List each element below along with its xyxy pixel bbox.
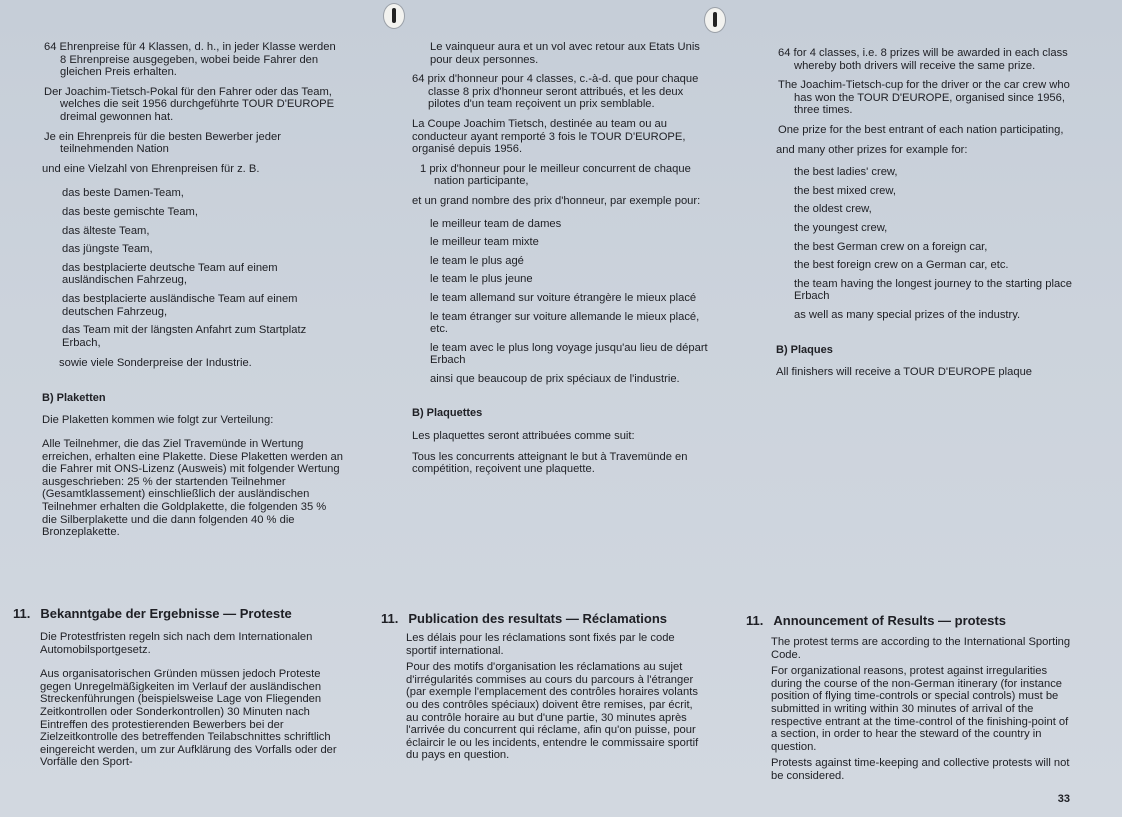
english-prizes-intro: 64 for 4 classes, i.e. 8 prizes will be awarded in each class whereby both drivers will receive the same prize.	[778, 47, 1068, 72]
english-column	[776, 47, 1081, 386]
english-cup: The Joachim-Tietsch-cup for the driver or the car crew who has won the TOUR D'EUROPE, organised since 1956, three times.	[778, 79, 1070, 117]
german-section-heading	[13, 606, 292, 621]
section-title: Publication des resultats — Réclamations	[408, 611, 667, 626]
english-nation-prize: One prize for the best entrant of each nation participating,	[778, 123, 1064, 136]
section-number: 11.	[13, 606, 31, 621]
punch-hole-left	[383, 3, 405, 29]
french-winner: Le vainqueur aura et un vol avec retour aux Etats Unis pour deux personnes.	[430, 41, 700, 66]
german-cup: Der Joachim-Tietsch-Pokal für den Fahrer oder das Team, welches die seit 1956 durchgeführte TOUR D'EUROPE dreimal gewonnen hat.	[44, 85, 335, 123]
german-many-prizes: und eine Vielzahl von Ehrenpreisen für z. B.	[42, 162, 260, 175]
section-title: Announcement of Results — protests	[773, 613, 1006, 628]
english-section-heading	[746, 613, 1006, 628]
french-section-heading	[381, 611, 667, 626]
french-prizes-intro: 64 prix d'honneur pour 4 classes, c.-à-d. que pour chaque classe 8 prix d'honneur seront attribués, et les deux pilotes d'un team reçoivent un prix semblable.	[412, 73, 699, 111]
french-prize-item: le meilleur team mixte	[430, 236, 539, 249]
german-section-p2: Aus organisatorischen Gründen müssen jedoch Proteste gegen Unregelmäßigkeiten im Verlauf der ausländischen Streckenführungen (beispielsweise Lage von Fliegenden Zeitkontrollen oder Sonderkontrollen) 30 Minuten nach Eintreffen des protestierenden Bewerbers bei der Zielzeitkontrolle des betreffenden Teilabschnittes schriftlich eingereicht werden, um zur Aufklärung des Vorfalls oder der Vorfälle den Sport-	[40, 668, 337, 769]
english-prize-item: the best foreign crew on a German car, etc.	[794, 259, 1009, 272]
english-prize-item: the best German crew on a foreign car,	[794, 240, 988, 253]
german-prize-item: das älteste Team,	[62, 224, 150, 237]
english-prize-item: the oldest crew,	[794, 203, 872, 216]
french-prize-item: le team allemand sur voiture étrangère le mieux placé	[430, 291, 697, 304]
german-prize-item: das beste gemischte Team,	[62, 205, 198, 218]
german-prize-item: das Team mit der längsten Anfahrt zum Startplatz Erbach,	[62, 324, 307, 349]
french-prize-item: le meilleur team de dames	[430, 217, 562, 230]
german-prize-item: das bestplacierte ausländische Team auf einem deutschen Fahrzeug,	[62, 292, 298, 318]
english-prize-item: as well as many special prizes of the industry.	[794, 308, 1021, 321]
english-section-p2: For organizational reasons, protest against irregularities during the course of the non-German itinerary (for instance position of flying time-controls or special controls) must be submitted in writing within 30 minutes of arrival of the respective entrant at the time-control of the finishing-point of a section, in order to hear the steward of the country in question.	[771, 665, 1069, 753]
french-plaques-text: Tous les concurrents atteignant le but à Travemünde en compétition, reçoivent une plaquette.	[412, 450, 688, 476]
english-prize-item: the team having the longest journey to the starting place Erbach	[794, 277, 1072, 303]
section-number: 11.	[381, 611, 399, 626]
french-prize-item: le team le plus agé	[430, 254, 524, 267]
german-section-body	[40, 631, 342, 776]
french-prize-item: le team le plus jeune	[430, 273, 533, 286]
punch-hole-right	[704, 7, 726, 33]
english-section-p1: The protest terms are according to the International Sporting Code.	[771, 636, 1071, 661]
german-plaques-heading: B) Plaketten	[42, 391, 106, 404]
french-prize-item: ainsi que beaucoup de prix spéciaux de l'industrie.	[430, 372, 680, 385]
french-plaques-intro: Les plaquettes seront attribuées comme suit:	[412, 430, 635, 443]
english-plaques-text: All finishers will receive a TOUR D'EUROPE plaque	[776, 366, 1033, 379]
german-nation-prize: Je ein Ehrenpreis für die besten Bewerber jeder teilnehmenden Nation	[44, 130, 281, 156]
german-section-p1: Die Protestfristen regeln sich nach dem Internationalen Automobilsportgesetz.	[40, 631, 313, 656]
french-prize-item: le team étranger sur voiture allemande le mieux placé, etc.	[430, 310, 700, 336]
english-prize-item: the youngest crew,	[794, 221, 888, 234]
german-industry: sowie viele Sonderpreise der Industrie.	[59, 357, 252, 370]
french-column	[412, 41, 714, 483]
french-many-prizes: et un grand nombre des prix d'honneur, par exemple pour:	[412, 194, 701, 207]
french-prize-item: le team avec le plus long voyage jusqu'au lieu de départ Erbach	[430, 341, 708, 367]
german-prize-item: das bestplacierte deutsche Team auf einem ausländischen Fahrzeug,	[62, 261, 278, 287]
english-plaques-heading: B) Plaques	[776, 343, 833, 356]
french-section-body	[406, 632, 708, 769]
french-cup: La Coupe Joachim Tietsch, destinée au team ou au conducteur ayant remporté 3 fois le TOUR D'EUROPE, organisé depuis 1956.	[412, 117, 686, 156]
french-section-p1: Les délais pour les réclamations sont fixés par le code sportif international.	[406, 632, 675, 657]
german-prize-item: das jüngste Team,	[62, 243, 153, 256]
english-prize-item: the best mixed crew,	[794, 184, 896, 197]
english-prize-item: the best ladies' crew,	[794, 166, 898, 179]
french-plaques-heading: B) Plaquettes	[412, 407, 483, 420]
german-plaques-intro: Die Plaketten kommen wie folgt zur Verteilung:	[42, 414, 274, 427]
english-many-prizes: and many other prizes for example for:	[776, 143, 968, 156]
german-plaques-text: Alle Teilnehmer, die das Ziel Travemünde in Wertung erreichen, erhalten eine Plakette. Diese Plaketten werden an die Fahrer mit ONS-Lizenz (Ausweis) mit folgender Wertung ausgeschrieben: 25 % der startenden Teilnehmer (Gesamtklassement) einschließlich der ausländischen Teilnehmer erhalten die Goldplakette, die folgenden 35 % die Silberplakette und die dann folgenden 40 % die Bronzeplakette.	[42, 438, 344, 539]
english-section-body	[771, 636, 1074, 790]
german-column	[42, 41, 344, 546]
section-number: 11.	[746, 613, 764, 628]
page-number: 33	[1057, 793, 1070, 805]
french-section-p2: Pour des motifs d'organisation les réclamations au sujet d'irrégularités commises au cours du parcours à l'étranger (par exemple l'emplacement des contrôles horaires volants ou des contrôles spéciaux) doivent être remises, par écrit, au contrôle horaire au but d'une partie, 30 minutes après l'arrivée du concurrent qui réclame, afin qu'on puisse, pour éclaircir le ou les incidents, entendre le commissaire sportif du pays en question.	[406, 661, 699, 762]
section-title: Bekanntgabe der Ergebnisse — Proteste	[40, 606, 292, 621]
german-prizes-intro: 64 Ehrenpreise für 4 Klassen, d. h., in jeder Klasse werden 8 Ehrenpreise ausgegeben, wobei beide Fahrer den gleichen Preis erhalten.	[44, 41, 336, 79]
french-nation-prize: 1 prix d'honneur pour le meilleur concurrent de chaque nation participante,	[420, 162, 691, 188]
english-section-p3: Protests against time-keeping and collective protests will not be considered.	[771, 757, 1070, 782]
german-prize-item: das beste Damen-Team,	[62, 187, 184, 200]
